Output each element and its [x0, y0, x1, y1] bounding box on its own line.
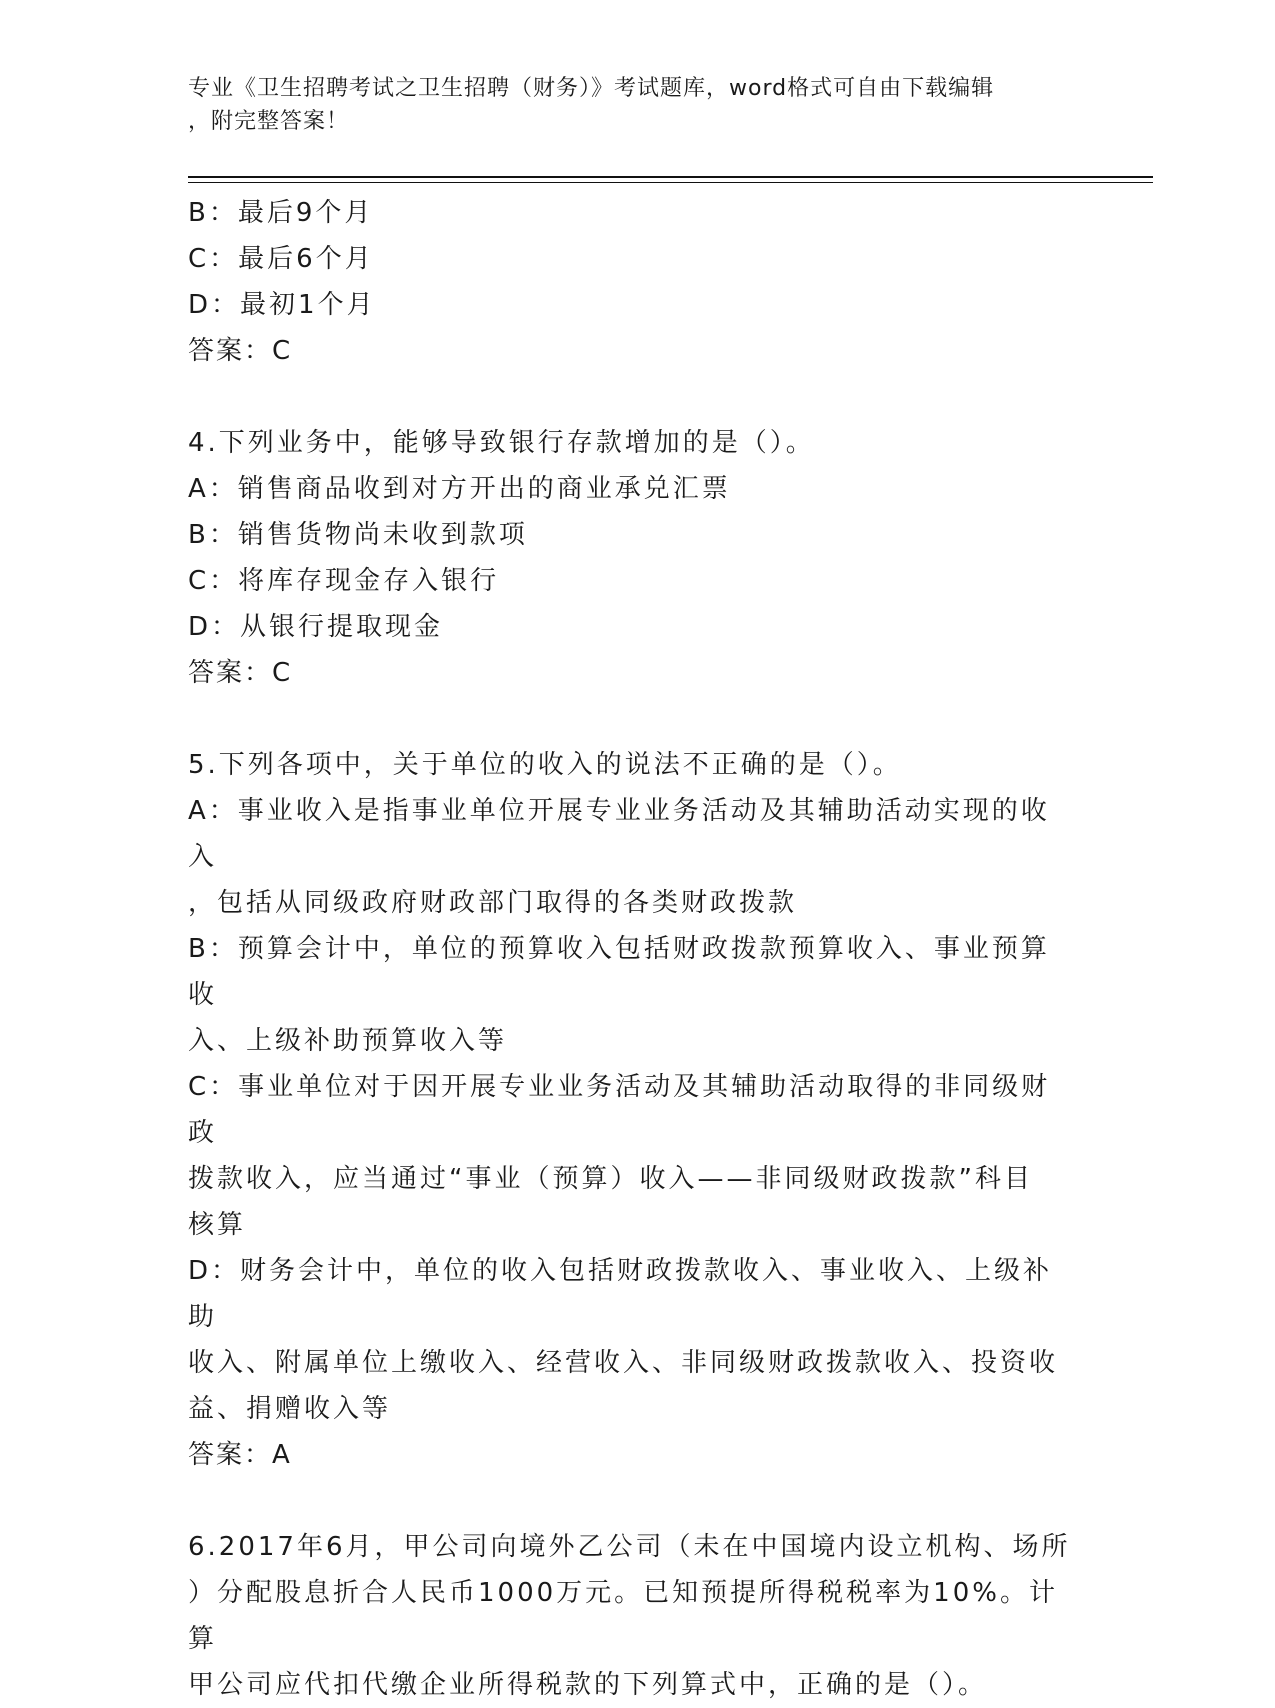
spacer: [188, 374, 1078, 420]
q4-question: 4.下列业务中，能够导致银行存款增加的是（）。: [188, 428, 815, 458]
q5-option-c-line-1: C：事业单位对于因开展专业业务活动及其辅助活动取得的非同级财政: [188, 1072, 1051, 1148]
q4-option-a: A：销售商品收到对方开出的商业承兑汇票: [188, 474, 731, 504]
q6-question-line-1: 6.2017年6月，甲公司向境外乙公司（未在中国境内设立机构、场所: [188, 1532, 1071, 1562]
question-5-block: [188, 742, 1078, 1478]
q3-answer: 答案：C: [188, 336, 293, 366]
q5-option-a-line-2: ，包括从同级政府财政部门取得的各类财政拨款: [188, 888, 798, 918]
spacer: [188, 696, 1078, 742]
q4-option-c: C：将库存现金存入银行: [188, 566, 500, 596]
header-divider-thin: [188, 182, 1153, 183]
question-content: [188, 190, 1078, 1708]
q5-option-a-line-1: A：事业收入是指事业单位开展专业业务活动及其辅助活动实现的收入: [188, 796, 1050, 872]
q4-option-b: B：销售货物尚未收到款项: [188, 520, 528, 550]
q4-option-d: D：从银行提取现金: [188, 612, 444, 642]
q4-answer: 答案：C: [188, 658, 293, 688]
q3-option-b: B：最后9个月: [188, 198, 374, 228]
q6-question-line-3: 甲公司应代扣代缴企业所得税款的下列算式中，正确的是（）。: [188, 1670, 988, 1700]
header-line-2: ，附完整答案！: [188, 109, 350, 134]
q5-option-b-line-2: 入、上级补助预算收入等: [188, 1026, 508, 1056]
q5-answer: 答案：A: [188, 1440, 292, 1470]
q6-question-line-2: ）分配股息折合人民币1000万元。已知预提所得税税率为10%。计算: [188, 1578, 1058, 1654]
q5-question: 5.下列各项中，关于单位的收入的说法不正确的是（）。: [188, 750, 902, 780]
question-6-block: [188, 1524, 1078, 1708]
header-divider-thick: [188, 176, 1153, 178]
question-3-block: [188, 190, 1078, 374]
q5-option-d-line-1: D：财务会计中，单位的收入包括财政拨款收入、事业收入、上级补助: [188, 1256, 1053, 1332]
q5-option-d-line-3: 益、捐赠收入等: [188, 1394, 392, 1424]
question-4-block: [188, 420, 1078, 696]
document-header: [188, 72, 1088, 138]
q5-option-d-line-2: 收入、附属单位上缴收入、经营收入、非同级财政拨款收入、投资收: [188, 1348, 1059, 1378]
q5-option-b-line-1: B：预算会计中，单位的预算收入包括财政拨款预算收入、事业预算收: [188, 934, 1050, 1010]
q3-option-c: C：最后6个月: [188, 244, 374, 274]
spacer: [188, 1478, 1078, 1524]
q3-option-d: D：最初1个月: [188, 290, 376, 320]
q5-option-c-line-3: 核算: [188, 1210, 247, 1240]
header-line-1: 专业《卫生招聘考试之卫生招聘（财务）》考试题库，word格式可自由下载编辑: [188, 76, 995, 101]
q5-option-c-line-2: 拨款收入，应当通过“事业（预算）收入——非同级财政拨款”科目: [188, 1164, 1033, 1194]
